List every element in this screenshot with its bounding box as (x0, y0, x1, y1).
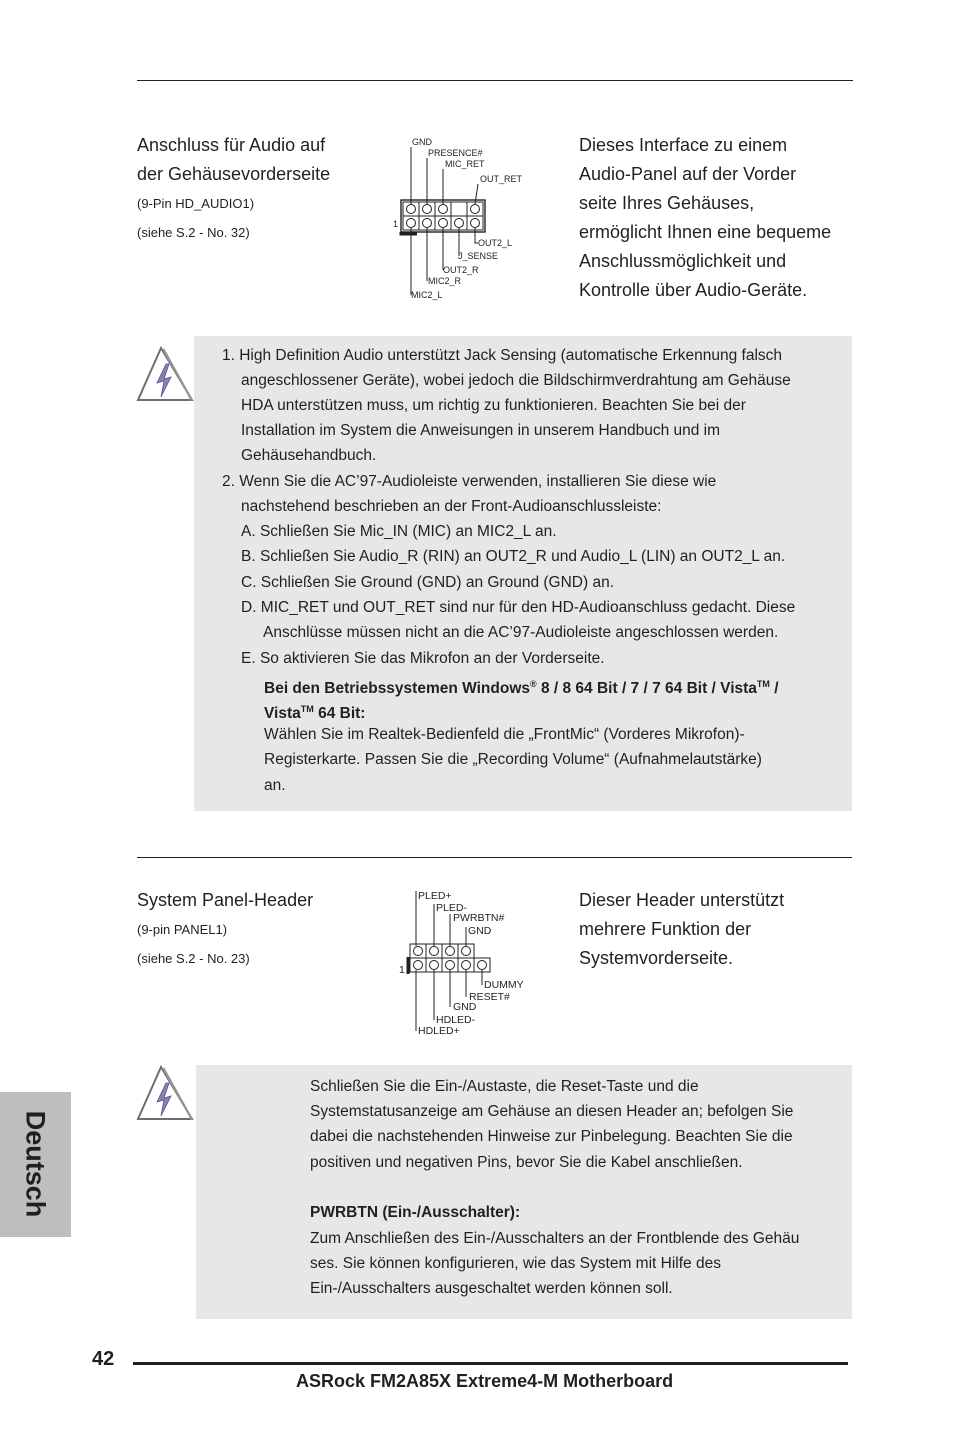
note-line: E. So aktivieren Sie das Mikrofon an der Vorderseite. (241, 650, 605, 667)
note-line: an. (264, 777, 286, 794)
pin-label-pin1: 1 (393, 219, 399, 229)
hd-audio-pin-diagram (390, 133, 530, 303)
language-tab (0, 1092, 71, 1237)
note-line: Schließen Sie die Ein-/Austaste, die Reset-Taste und die (310, 1078, 699, 1095)
panel-label: System Panel-Header (137, 890, 314, 910)
system-panel-pin-diagram (395, 885, 535, 1040)
pin-label-pled-minus: PLED- (436, 902, 467, 914)
note-line: 1. High Definition Audio unterstützt Jack Sensing (automatische Erkennung falsch (222, 347, 783, 364)
panel-header-label (137, 886, 313, 973)
audio-header-label (137, 131, 330, 247)
footer-title: ASRock FM2A85X Extreme4-M Motherboard (296, 1371, 674, 1391)
pin-label-pin1: 1 (399, 964, 405, 976)
note-line: B. Schließen Sie Audio_R (RIN) an OUT2_R und Audio_L (LIN) an OUT2_L an. (241, 548, 786, 565)
audio-desc-line: Audio-Panel auf der Vorder (579, 164, 797, 184)
audio-desc-line: Dieses Interface zu einem (579, 135, 788, 155)
pwrbtn-heading: PWRBTN (Ein-/Ausschalter): (310, 1204, 521, 1221)
language-tab-label: Deutsch (20, 1110, 51, 1218)
note-line: Ein-/Ausschalters ausgeschaltet werden können soll. (310, 1280, 673, 1297)
note-line: angeschlossener Geräte), wobei jedoch die Bildschirmverdrahtung am Gehäuse (241, 372, 791, 389)
note-line: dabei die nachstehenden Hinweise zur Pinbelegung. Beachten Sie die (310, 1128, 793, 1145)
panel-desc-line: Dieser Header unterstützt (579, 890, 785, 910)
audio-label-line1: Anschluss für Audio auf (137, 135, 326, 155)
panel-page-ref: (siehe S.2 - No. 23) (137, 951, 250, 966)
pin-label-gnd-bottom: GND (453, 1001, 477, 1013)
os-heading-line1: Bei den Betriebssystemen Windows® 8 / 8 64 Bit / 7 / 7 64 Bit / Vista™ / (264, 679, 779, 698)
audio-desc-line: Kontrolle über Audio-Geräte. (579, 280, 808, 300)
panel-note-box (196, 1065, 852, 1319)
note-line: nachstehend beschrieben an der Front-Audioanschlussleiste: (241, 498, 662, 515)
pin-label-hdled-plus: HDLED+ (418, 1025, 460, 1037)
note-line: Registerkarte. Passen Sie die „Recording Volume“ (Aufnahmelautstärke) (264, 751, 762, 768)
warning-icon (135, 1064, 195, 1122)
note-line: Systemstatusanzeige am Gehäuse an diesen Header an; befolgen Sie (310, 1103, 794, 1120)
pin-label-mic-ret: MIC_RET (445, 159, 485, 169)
audio-pin-spec: (9-Pin HD_AUDIO1) (137, 196, 255, 211)
note-line: Anschlüsse müssen nicht an die AC’97-Audioleiste angeschlossen werden. (263, 624, 779, 641)
note-line: Zum Anschließen des Ein-/Ausschalters an der Frontblende des Gehäu (310, 1230, 800, 1247)
warning-icon (135, 345, 195, 403)
panel-description (579, 886, 784, 973)
pin-label-dummy: DUMMY (484, 979, 524, 991)
panel-pin-spec: (9-pin PANEL1) (137, 922, 228, 937)
audio-label-line2: der Gehäusevorderseite (137, 164, 331, 184)
pin-label-out-ret: OUT_RET (480, 174, 523, 184)
audio-desc-line: Anschlussmöglichkeit und (579, 251, 787, 271)
audio-desc-line: ermöglicht Ihnen eine bequeme (579, 222, 832, 242)
note-line: ses. Sie können konfigurieren, wie das System mit Hilfe des (310, 1255, 721, 1272)
footer-rule (133, 1362, 848, 1365)
pin-label-out2-r: OUT2_R (443, 265, 479, 275)
panel-desc-line: Systemvorderseite. (579, 948, 734, 968)
pin-label-presence: PRESENCE# (428, 148, 483, 158)
pin-label-reset: RESET# (469, 991, 510, 1003)
note-line: HDA unterstützen muss, um richtig zu funktionieren. Beachten Sie bei der (241, 397, 746, 414)
audio-note-box (194, 336, 852, 811)
os-heading-line2: Vista™ 64 Bit: (264, 704, 366, 723)
pin-label-j-sense: J_SENSE (458, 251, 499, 261)
note-line: Gehäusehandbuch. (241, 447, 377, 464)
pin-label-mic2-l: MIC2_L (411, 290, 443, 300)
note-line: Wählen Sie im Realtek-Bedienfeld die „FrontMic“ (Vorderes Mikrofon)- (264, 726, 745, 743)
pin-label-out2-l: OUT2_L (478, 238, 513, 248)
pin-label-pled-plus: PLED+ (418, 890, 452, 902)
pin-label-pwrbtn: PWRBTN# (453, 912, 505, 924)
note-line: D. MIC_RET und OUT_RET sind nur für den HD-Audioanschluss gedacht. Diese (241, 599, 796, 616)
note-line: 2. Wenn Sie die AC’97-Audioleiste verwenden, installieren Sie diese wie (222, 473, 717, 490)
audio-description (579, 131, 831, 305)
note-line: Installation im System die Anweisungen in unserem Handbuch und im (241, 422, 721, 439)
pin-label-gnd-top: GND (468, 925, 492, 937)
section-divider-top (137, 80, 853, 81)
note-line: A. Schließen Sie Mic_IN (MIC) an MIC2_L an. (241, 523, 557, 540)
note-line: C. Schließen Sie Ground (GND) an Ground (GND) an. (241, 574, 614, 591)
audio-desc-line: seite Ihres Gehäuses, (579, 193, 755, 213)
pin-label-mic2-r: MIC2_R (428, 276, 462, 286)
note-line: positiven und negativen Pins, bevor Sie die Kabel anschließen. (310, 1154, 743, 1171)
audio-page-ref: (siehe S.2 - No. 32) (137, 225, 250, 240)
pin-label-hdled-minus: HDLED- (436, 1014, 476, 1026)
pin-label-gnd: GND (412, 137, 432, 147)
panel-desc-line: mehrere Funktion der (579, 919, 752, 939)
page-number: 42 (92, 1348, 115, 1370)
section-divider-middle (137, 857, 852, 858)
